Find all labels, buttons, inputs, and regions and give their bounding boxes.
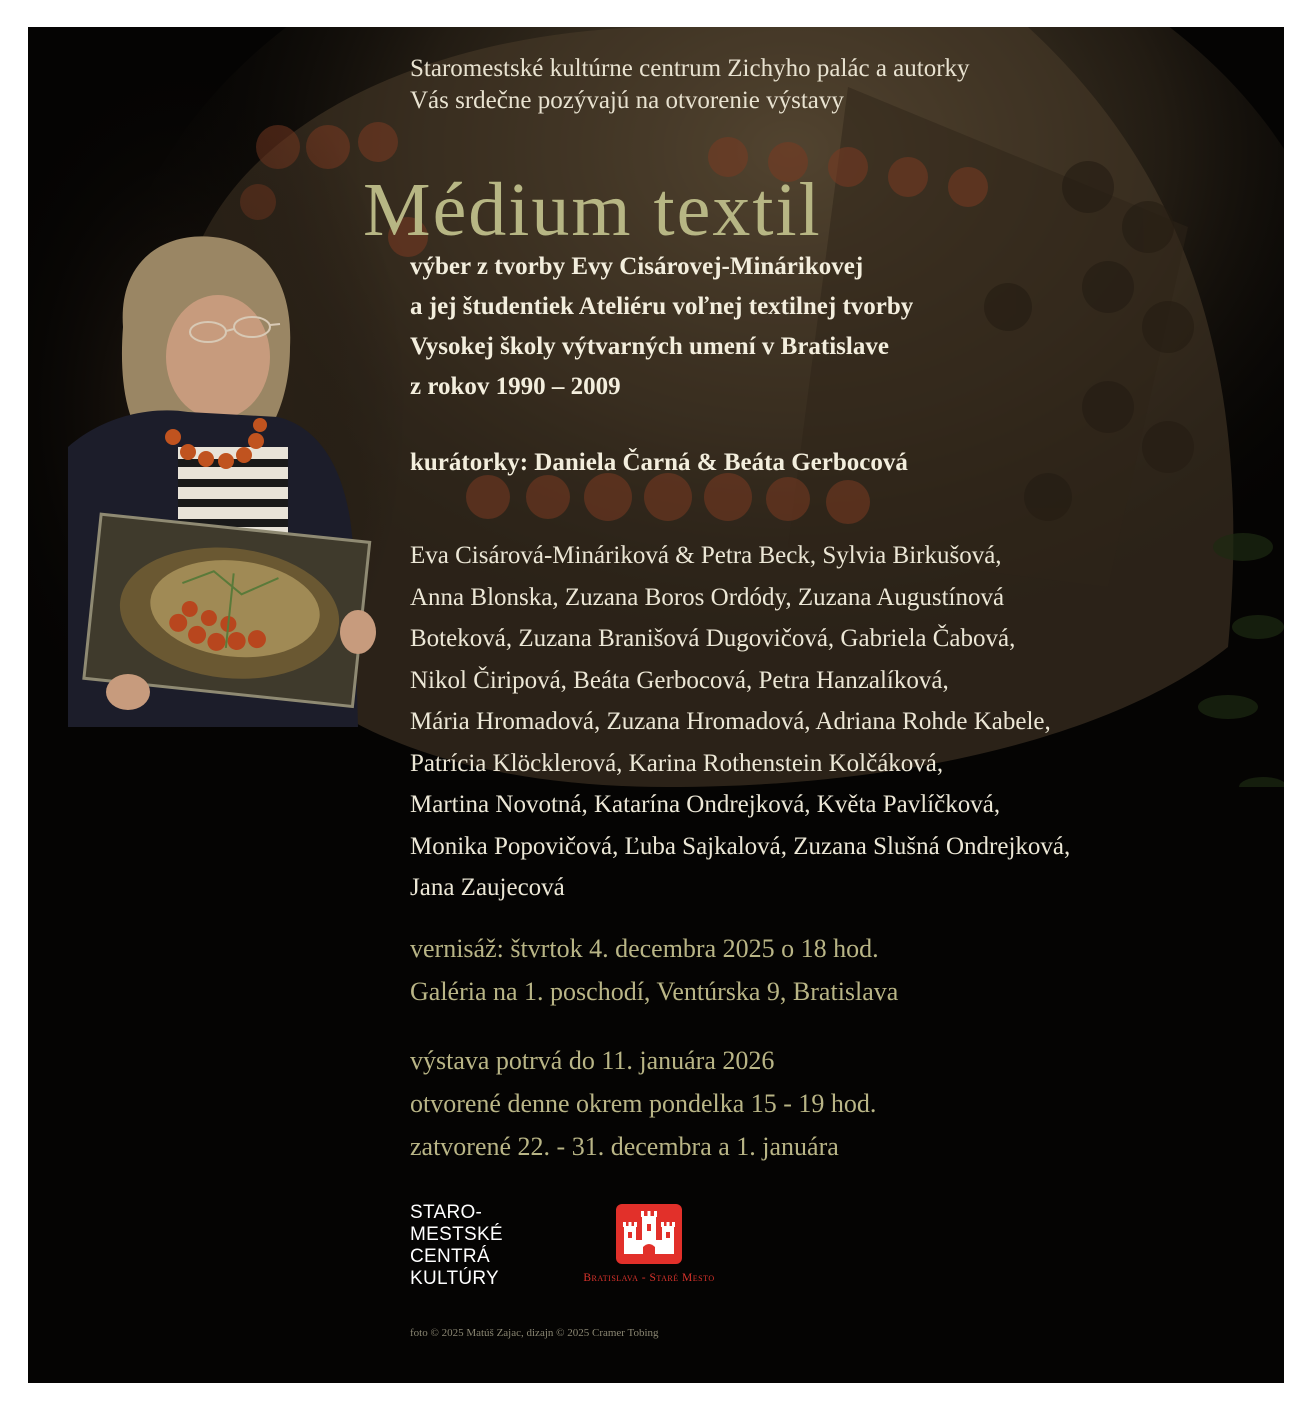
exhibition-title: Médium textil — [363, 168, 822, 252]
closed-dates: zatvorené 22. - 31. decembra a 1. januára — [410, 1132, 839, 1161]
artists-line: Monika Popovičová, Ľuba Sajkalová, Zuzana Slušná Ondrejková, — [410, 832, 1071, 860]
bratislava-caption: Bratislava - Staré Mesto — [583, 1272, 715, 1284]
exhibition-until: výstava potrvá do 11. januára 2026 — [410, 1046, 775, 1075]
smck-logo-line: STARO- — [410, 1202, 483, 1223]
vernissage-venue: Galéria na 1. poschodí, Ventúrska 9, Bratislava — [410, 977, 899, 1006]
vernissage-date: vernisáž: štvrtok 4. decembra 2025 o 18 hod. — [410, 934, 879, 963]
intro-line-2: Vás srdečne pozývajú na otvorenie výstavy — [410, 87, 844, 114]
artists-list — [410, 535, 1270, 909]
curators-text: kurátorky: Daniela Čarná & Beáta Gerbocová — [410, 449, 908, 476]
bratislava-stare-mesto-logo — [564, 1204, 734, 1284]
vernissage-info — [410, 927, 898, 1013]
artists-line: Eva Cisárová-Mináriková & Petra Beck, Sylvia Birkušová, — [410, 542, 1002, 569]
exhibition-subtitle — [410, 247, 913, 407]
exhibition-dates — [410, 1039, 876, 1168]
artists-line: Boteková, Zuzana Branišová Dugovičová, Gabriela Čabová, — [410, 625, 1016, 652]
intro-line-1: Staromestské kultúrne centrum Zichyho palác a autorky — [410, 55, 970, 82]
artists-line: Jana Zaujecová — [410, 874, 565, 901]
subtitle-line-4: z rokov 1990 – 2009 — [410, 373, 621, 400]
subtitle-line-1: výber z tvorby Evy Cisárovej-Minárikovej — [410, 253, 864, 280]
smck-logo — [410, 1202, 503, 1290]
castle-crest-icon — [616, 1204, 682, 1264]
artists-line: Patrícia Klöcklerová, Karina Rothenstein Kolčáková, — [410, 749, 944, 777]
subtitle-line-2: a jej študentiek Ateliéru voľnej textilnej tvorby — [410, 293, 914, 320]
smck-logo-line: MESTSKÉ — [410, 1224, 503, 1245]
photo-design-credits: foto © 2025 Matúš Zajac, dizajn © 2025 Cramer Tobing — [410, 1327, 659, 1339]
artists-line: Nikol Čiripová, Beáta Gerbocová, Petra Hanzalíková, — [410, 666, 949, 694]
smck-logo-line: KULTÚRY — [410, 1268, 500, 1289]
artists-line: Anna Blonska, Zuzana Boros Ordódy, Zuzana Augustínová — [410, 583, 1005, 611]
smck-logo-line: CENTRÁ — [410, 1246, 490, 1267]
subtitle-line-3: Vysokej školy výtvarných umení v Bratislave — [410, 333, 889, 360]
artists-line: Mária Hromadová, Zuzana Hromadová, Adriana Rohde Kabele, — [410, 708, 1051, 735]
invitation-poster — [28, 27, 1284, 1383]
artists-line: Martina Novotná, Katarína Ondrejková, Květa Pavlíčková, — [410, 791, 1001, 818]
opening-hours: otvorené denne okrem pondelka 15 - 19 hod. — [410, 1089, 877, 1118]
intro-text — [410, 53, 970, 117]
